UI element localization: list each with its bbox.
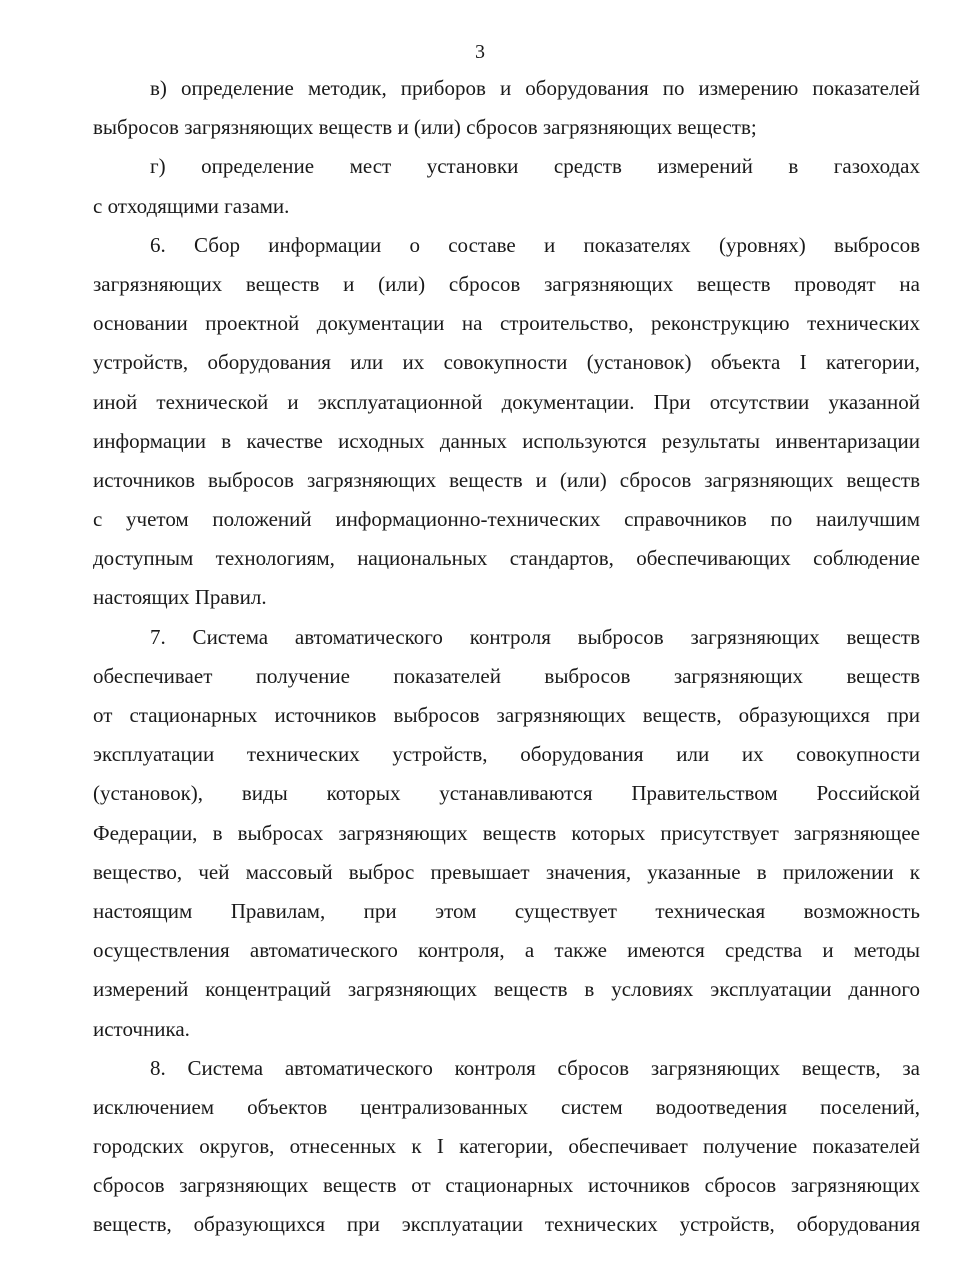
text-line: обеспечивает получение показателей выбросов загрязняющих веществ — [93, 663, 920, 688]
text-line: основании проектной документации на строительство, реконструкцию технических — [93, 311, 920, 336]
paragraph-item-7 — [93, 618, 920, 1049]
text-line: настоящим Правилам, при этом существует техническая возможность — [93, 898, 920, 923]
text-line: с учетом положений информационно-технических справочников по наилучшим — [93, 507, 920, 532]
text-line: от стационарных источников выбросов загрязняющих веществ, образующихся при — [93, 703, 920, 727]
text-line: (установок), виды которых устанавливаются Правительством Российской — [93, 781, 920, 806]
text-line: эксплуатации технических устройств, оборудования или их совокупности — [93, 742, 920, 767]
text-line: веществ, образующихся при эксплуатации технических устройств, оборудования — [93, 1212, 920, 1237]
text-line: источников выбросов загрязняющих веществ и (или) сбросов загрязняющих веществ — [93, 467, 920, 492]
paragraph-item-8 — [93, 1049, 920, 1245]
text-line: сбросов загрязняющих веществ от стационарных источников сбросов загрязняющих — [93, 1173, 920, 1198]
text-line: загрязняющих веществ и (или) сбросов загрязняющих веществ проводят на — [93, 271, 920, 296]
text-line: исключением объектов централизованных систем водоотведения поселений, — [93, 1094, 920, 1119]
text-line: вещество, чей массовый выброс превышает значения, указанные в приложении к — [93, 859, 920, 884]
text-line: 6. Сбор информации о составе и показателях (уровнях) выбросов — [150, 232, 920, 257]
text-line: г) определение мест установки средств измерений в газоходах — [150, 154, 920, 179]
paragraph-item-v — [93, 69, 920, 147]
paragraph-item-g — [93, 147, 920, 225]
page-number: 3 — [475, 41, 485, 63]
text-line: информации в качестве исходных данных используются результаты инвентаризации — [93, 428, 920, 453]
text-line: выбросов загрязняющих веществ и (или) сбросов загрязняющих веществ; — [93, 115, 757, 140]
text-line: в) определение методик, приборов и оборудования по измерению показателей — [150, 76, 920, 100]
text-line: городских округов, отнесенных к I категории, обеспечивает получение показателей — [93, 1134, 920, 1159]
text-line: доступным технологиям, национальных стандартов, обеспечивающих соблюдение — [93, 546, 920, 571]
text-line: осуществления автоматического контроля, а также имеются средства и методы — [93, 938, 920, 963]
text-line: 8. Система автоматического контроля сбросов загрязняющих веществ, за — [150, 1055, 920, 1080]
text-line: Федерации, в выбросах загрязняющих веществ которых присутствует загрязняющее — [93, 820, 920, 845]
paragraph-item-6 — [93, 226, 920, 618]
text-line: с отходящими газами. — [93, 193, 290, 218]
text-line: иной технической и эксплуатационной документации. При отсутствии указанной — [93, 389, 920, 414]
document-body — [93, 69, 920, 1245]
text-line: источника. — [93, 1016, 190, 1041]
text-line: настоящих Правил. — [93, 585, 267, 610]
text-line: устройств, оборудования или их совокупности (установок) объекта I категории, — [93, 350, 920, 375]
text-line: 7. Система автоматического контроля выбросов загрязняющих веществ — [150, 624, 920, 649]
text-line: измерений концентраций загрязняющих веществ в условиях эксплуатации данного — [93, 977, 920, 1002]
